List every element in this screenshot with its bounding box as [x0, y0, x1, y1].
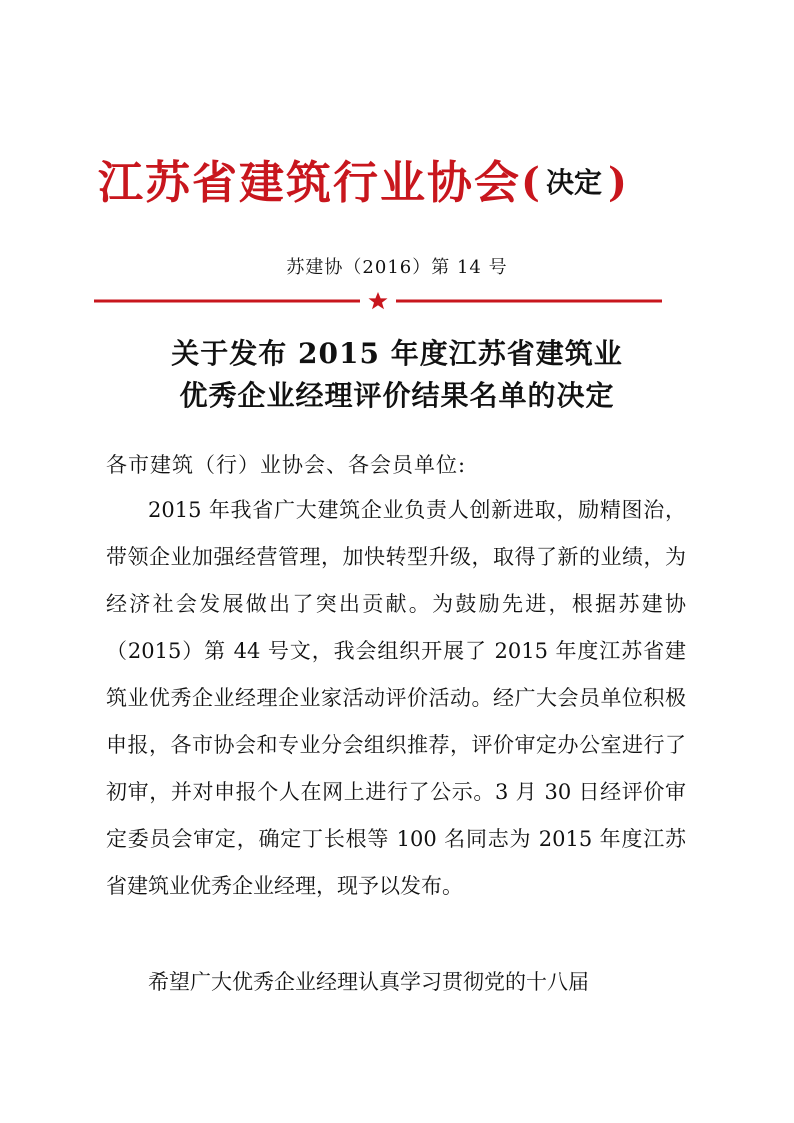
masthead-open-paren: (	[521, 159, 540, 206]
salutation: 各市建筑（行）业协会、各会员单位:	[106, 453, 467, 477]
document-title	[0, 333, 794, 417]
document-masthead	[98, 148, 738, 218]
body-paragraph-1: 2015 年我省广大建筑企业负责人创新进取，励精图治，带领企业加强经营管理，加快转型升级，取得了新的业绩，为经济社会发展做出了突出贡献。为鼓励先进，根据苏建协（2015）第 44 号文，我会组织开展了 2015 年度江苏省建筑业优秀企业经理企业家活动评价活动。经广大会员单位积极申报，各市协会和专业分会组织推荐，评价审定办公室进行了初审，并对申报个人在网上进行了公示。3 月 30 日经评价审定委员会审定，确定丁长根等 100 名同志为 2015 年度江苏省建筑业优秀企业经理，现予以发布。	[106, 498, 686, 898]
issuing-organization-name: 江苏省建筑行业协会	[98, 156, 522, 209]
red-divider-with-star	[94, 290, 662, 312]
title-line-1: 关于发布 2015 年度江苏省建筑业	[171, 337, 623, 370]
body-paragraph-2: 希望广大优秀企业经理认真学习贯彻党的十八届	[148, 970, 589, 994]
document-number: 苏建协（2016）第 14 号	[286, 257, 508, 278]
masthead-close-paren: )	[607, 159, 627, 206]
divider-star-icon	[369, 292, 388, 309]
document-type-label: 决定	[545, 166, 602, 199]
title-line-2: 优秀企业经理评价结果名单的决定	[179, 379, 615, 412]
